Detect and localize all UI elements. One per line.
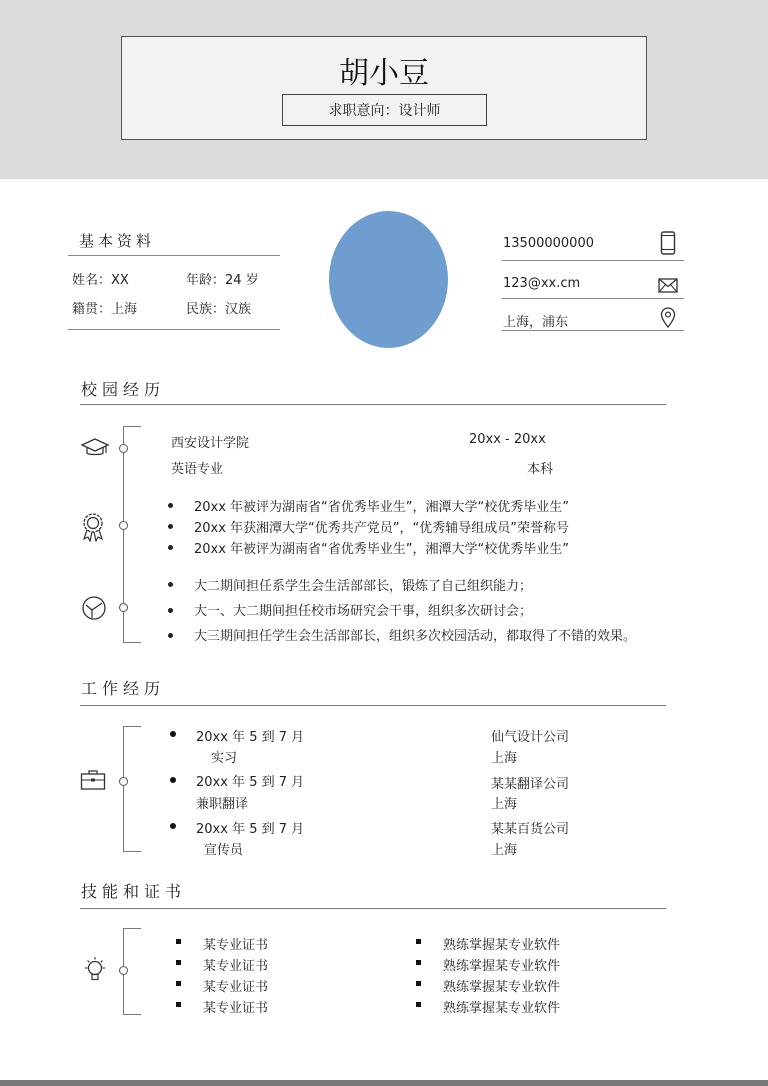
candidate-name: 胡小豆 [339,56,429,91]
basic-info-title: 基本资料 [79,232,156,250]
job-date: 20xx 年 5 到 7 月 [196,775,305,790]
job-city: 上海 [491,797,518,812]
software-item: 熟练掌握某专业软件 [443,1001,561,1016]
bullet [168,524,173,529]
timeline-node [119,966,128,975]
basic-info-divider-bottom [68,329,280,330]
job-date: 20xx 年 5 到 7 月 [196,822,305,837]
bullet [168,545,173,550]
bullet [168,503,173,508]
award-medal-icon [81,512,105,542]
contact-divider-3 [502,330,684,331]
mail-icon [658,278,678,293]
cert-item: 某专业证书 [203,938,269,953]
bullet [168,633,173,638]
bullet [170,823,176,829]
job-role: 实习 [211,751,238,766]
activity-item: 大二期间担任系学生会生活部部长，锻炼了自己组织能力； [194,579,533,594]
job-city: 上海 [491,751,518,766]
basic-name: 姓名：XX [72,273,129,288]
bullet [416,939,421,944]
bullet [416,981,421,986]
activity-item: 大三期间担任学生会生活部部长，组织多次校园活动，都取得了不错的效果。 [194,629,637,644]
honor-item: 20xx 年被评为湖南省“省优秀毕业生”，湘潭大学“校优秀毕业生” [194,500,570,515]
bullet [168,608,173,613]
contact-address: 上海，浦东 [503,315,569,330]
software-item: 熟练掌握某专业软件 [443,938,561,953]
software-item: 熟练掌握某专业软件 [443,980,561,995]
activity-item: 大一、大二期间担任校市场研究会干事，组织多次研讨会； [194,604,533,619]
skills-divider [80,908,666,909]
timeline-node [119,777,128,786]
bullet [416,960,421,965]
job-intent [282,94,487,126]
job-date: 20xx 年 5 到 7 月 [196,730,305,745]
bullet [416,1002,421,1007]
campus-title: 校园经历 [81,380,166,399]
school-period: 20xx - 20xx [469,432,546,447]
job-intent-text: 求职意向：设计师 [328,103,441,119]
graduation-cap-icon [80,437,110,459]
cert-item: 某专业证书 [203,980,269,995]
bullet [176,1002,181,1007]
cert-item: 某专业证书 [203,1001,269,1016]
work-timeline [123,726,141,852]
job-city: 上海 [491,843,518,858]
contact-divider-1 [502,260,684,261]
activity-icon [81,595,107,621]
work-title: 工作经历 [81,679,166,698]
school-degree: 本科 [527,462,554,477]
bullet [176,981,181,986]
honor-item: 20xx 年被评为湖南省“省优秀毕业生”，湘潭大学“校优秀毕业生” [194,542,570,557]
school-name: 西安设计学院 [171,436,250,451]
bullet [170,777,176,783]
skills-title: 技能和证书 [81,882,187,901]
basic-age: 年龄：24 岁 [186,273,259,288]
job-company: 某某百货公司 [491,822,570,837]
job-company: 某某翻译公司 [491,777,570,792]
honor-item: 20xx 年获湘潭大学“优秀共产党员”，“优秀辅导组成员”荣誉称号 [194,521,570,536]
contact-divider-2 [502,298,684,299]
timeline-node [119,444,128,453]
campus-divider [80,404,666,405]
phone-icon [660,231,676,255]
school-major: 英语专业 [171,462,224,477]
briefcase-icon [80,769,106,791]
bullet [176,960,181,965]
job-company: 仙气设计公司 [491,730,570,745]
contact-phone: 13500000000 [503,236,594,251]
location-pin-icon [660,307,676,328]
cert-item: 某专业证书 [203,959,269,974]
job-role: 兼职翻译 [196,797,249,812]
bullet [176,939,181,944]
software-item: 熟练掌握某专业软件 [443,959,561,974]
timeline-node [119,603,128,612]
lightbulb-icon [82,956,108,986]
contact-email: 123@xx.cm [503,276,581,291]
basic-origin: 籍贯：上海 [72,302,138,317]
basic-info-divider-top [68,255,280,256]
bullet [170,731,176,737]
bottom-bar [0,1080,768,1086]
work-divider [80,705,666,706]
basic-ethnicity: 民族：汉族 [186,302,252,317]
avatar-photo [329,211,448,348]
bullet [168,582,173,587]
timeline-node [119,521,128,530]
job-role: 宣传员 [204,843,244,858]
